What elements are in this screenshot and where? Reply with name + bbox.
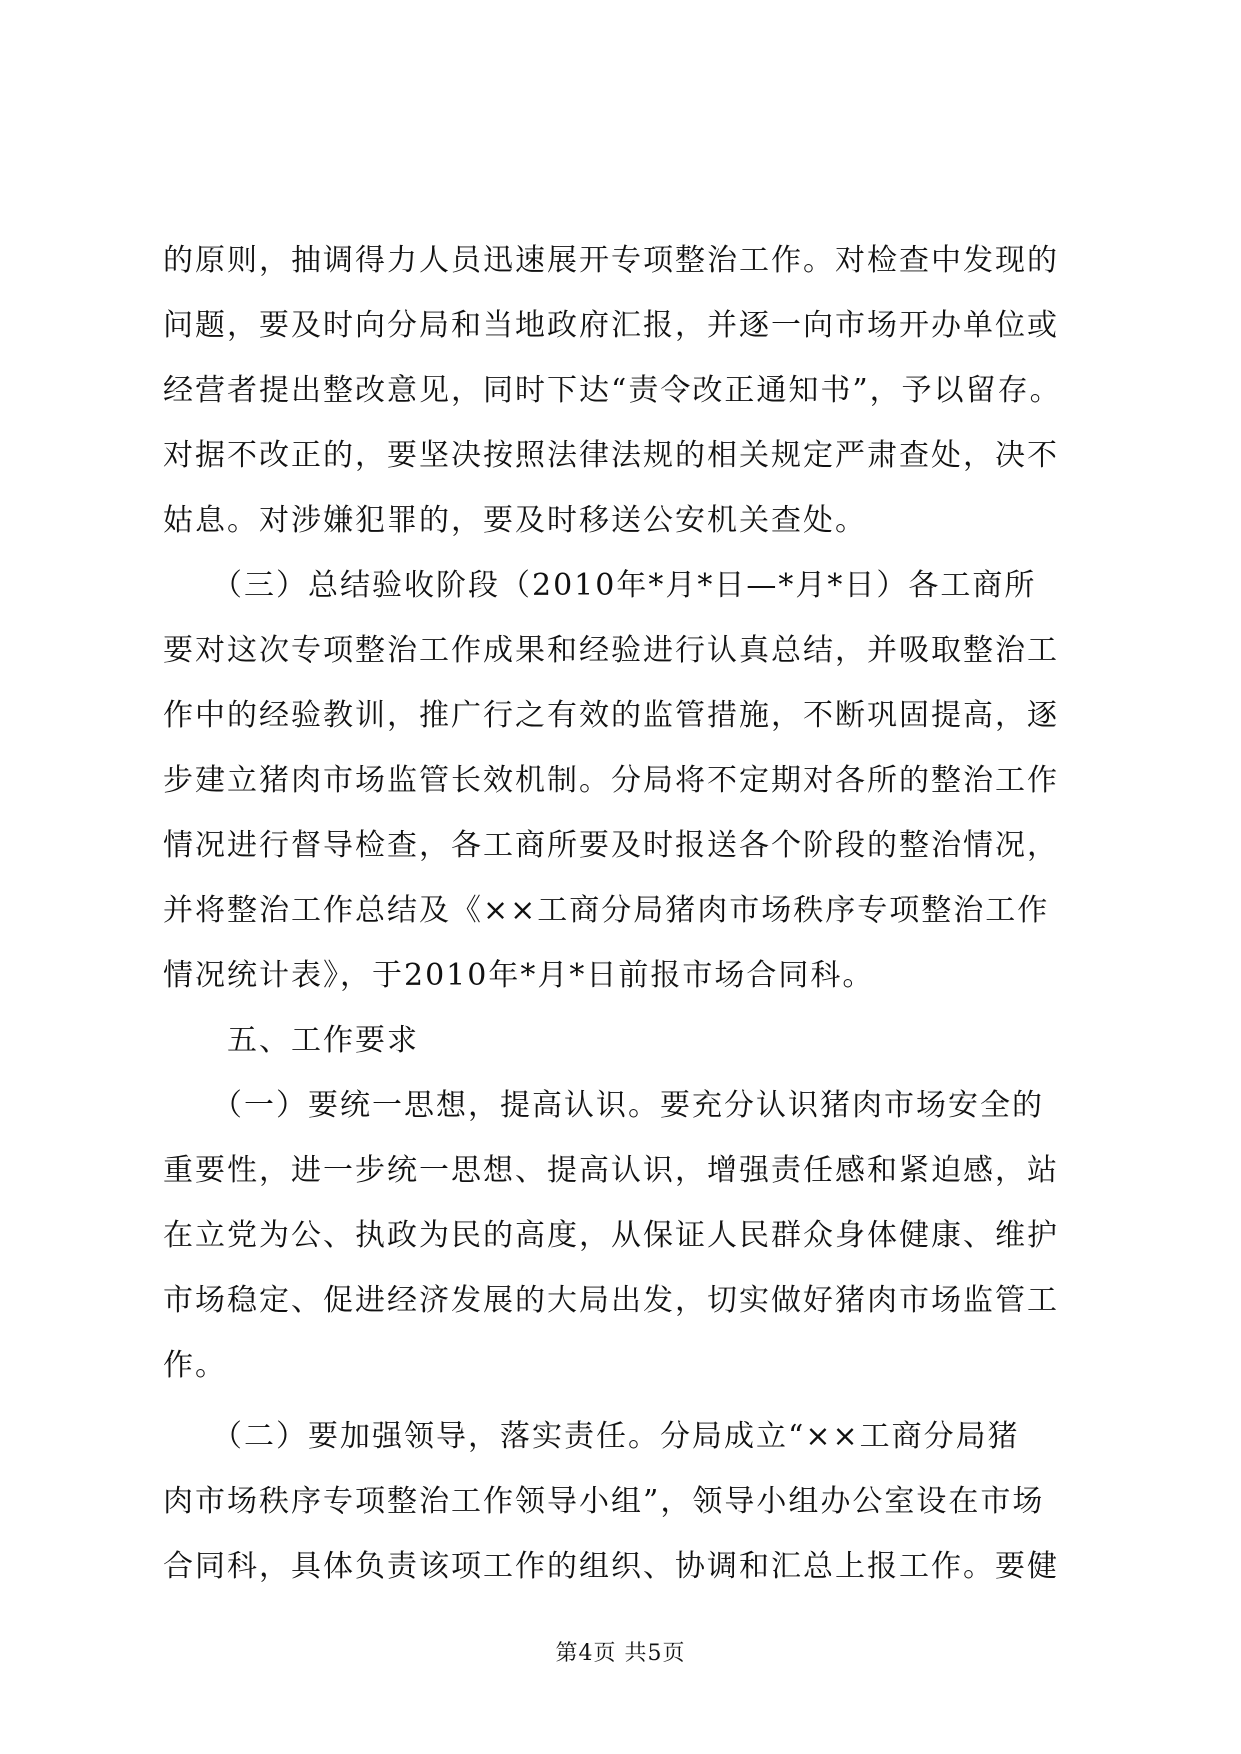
text-line: 肉市场秩序专项整治工作领导小组”，领导小组办公室设在市场 — [163, 1484, 1045, 1519]
text-line: 问题，要及时向分局和当地政府汇报，并逐一向市场开办单位或 — [163, 308, 1059, 343]
text-line: 作中的经验教训，推广行之有效的监管措施，不断巩固提高，逐 — [163, 698, 1059, 733]
page-number-footer: 第4页 共5页 — [555, 1641, 686, 1666]
text-line: 的原则，抽调得力人员迅速展开专项整治工作。对检查中发现的 — [163, 243, 1059, 278]
text-line: 要对这次专项整治工作成果和经验进行认真总结，并吸取整治工 — [163, 633, 1059, 668]
text-line: 情况进行督导检查，各工商所要及时报送各个阶段的整治情况， — [163, 828, 1059, 863]
text-line: （二）要加强领导，落实责任。分局成立“××工商分局猪 — [163, 1419, 1020, 1454]
section-heading: 五、工作要求 — [163, 1023, 419, 1058]
text-line: （一）要统一思想，提高认识。要充分认识猪肉市场安全的 — [163, 1088, 1044, 1123]
text-line: 合同科，具体负责该项工作的组织、协调和汇总上报工作。要健 — [163, 1549, 1059, 1584]
text-line: 步建立猪肉市场监管长效机制。分局将不定期对各所的整治工作 — [163, 763, 1059, 798]
text-line: 并将整治工作总结及《××工商分局猪肉市场秩序专项整治工作 — [163, 893, 1050, 928]
text-line: 作。 — [163, 1348, 227, 1383]
text-line: 对据不改正的，要坚决按照法律法规的相关规定严肃查处，决不 — [163, 438, 1059, 473]
text-line: 重要性，进一步统一思想、提高认识，增强责任感和紧迫感，站 — [163, 1153, 1059, 1188]
text-line: 经营者提出整改意见，同时下达“责令改正通知书”，予以留存。 — [163, 373, 1062, 408]
text-line: （三）总结验收阶段（2010年*月*日—*月*日）各工商所 — [163, 568, 1037, 603]
text-line: 情况统计表》，于2010年*月*日前报市场合同科。 — [163, 958, 875, 993]
text-line: 市场稳定、促进经济发展的大局出发，切实做好猪肉市场监管工 — [163, 1283, 1059, 1318]
text-line: 姑息。对涉嫌犯罪的，要及时移送公安机关查处。 — [163, 503, 867, 538]
text-line: 在立党为公、执政为民的高度，从保证人民群众身体健康、维护 — [163, 1218, 1059, 1253]
document-body — [163, 228, 1083, 1599]
